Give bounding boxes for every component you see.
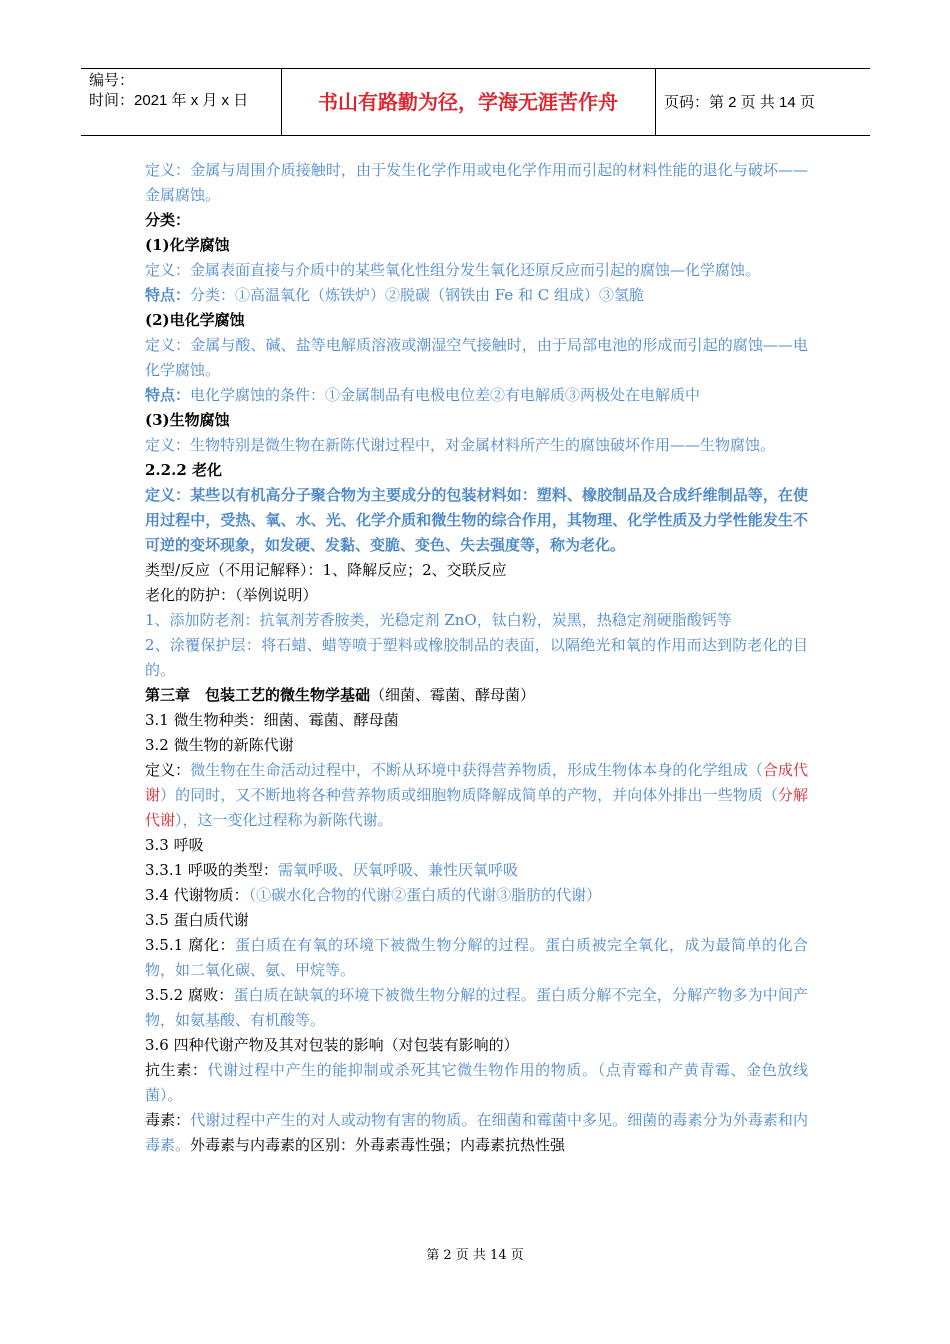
definition-text-1: 微生物在生命活动过程中，不断从环境中获得营养物质，形成生物体本身的化学组成（	[190, 761, 763, 779]
antibiotic-paragraph	[145, 1058, 808, 1108]
aging-heading: 2.2.2 老化	[145, 461, 222, 479]
chapter-subtitle: （细菌、霉菌、酵母菌）	[370, 686, 536, 704]
term-extra: 外毒素与内毒素的区别：外毒素毒性强；内毒素抗热性强	[190, 1136, 566, 1154]
time-label: 时间：2021 年 x 月 x 日	[89, 92, 249, 109]
aging-definition: 定义：某些以有机高分子聚合物为主要成分的包装材料如：塑料、橡胶制品及合成纤维制品等，在使用过程中，受热、氧、水、光、化学介质和微生物的综合作用，其物理、化学性质及力学性能发生不可逆的变坏现象，如发硬、发黏、变脆、变色、失去强度等，称为老化。	[145, 486, 808, 554]
anabolism-term: 合成代谢	[145, 761, 808, 804]
section-label: 3.3.1 呼吸的类型：	[145, 861, 278, 879]
section-3-3: 3.3 呼吸	[145, 836, 204, 854]
page-footer: 第 2 页 共 14 页	[426, 1248, 524, 1263]
header-top-rule	[81, 68, 870, 69]
header-motto: 书山有路勤为径，学海无涯苦作舟	[318, 90, 618, 114]
section-3-1: 3.1 微生物种类：细菌、霉菌、酵母菌	[145, 711, 399, 729]
header-divider-right	[655, 68, 656, 135]
document-body	[145, 158, 808, 1158]
term-label: 抗生素：	[145, 1061, 208, 1079]
aging-protection-item-2: 2、涂覆保护层：将石蜡、蜡等喷于塑料或橡胶制品的表面，以隔绝光和氧的作用而达到防老化的目的。	[145, 636, 808, 679]
section-label: 3.5.1 腐化：	[145, 936, 235, 954]
catabolism-term: 分解代谢	[145, 786, 808, 829]
chemical-corrosion-definition: 定义：金属表面直接与介质中的某些氧化性组分发生氧化还原反应而引起的腐蚀—化学腐蚀。	[145, 261, 761, 279]
definition-text-3: ），这一变化过程称为新陈代谢。	[175, 811, 393, 829]
aging-protection-item-1: 1、添加防老剂：抗氧剂芳香胺类，光稳定剂 ZnO，钛白粉，炭黑，热稳定剂硬脂酸钙等	[145, 611, 732, 629]
feature-label: 特点：	[145, 286, 191, 304]
section-3-6: 3.6 四种代谢产物及其对包装的影响（对包装有影响的）	[145, 1036, 519, 1054]
chapter-three-heading	[145, 683, 808, 708]
electrochemical-corrosion-definition: 定义：金属与酸、碱、盐等电解质溶液或潮湿空气接触时，由于局部电池的形成而引起的腐蚀——电化学腐蚀。	[145, 336, 808, 379]
classification-heading: 分类：	[145, 211, 191, 229]
section-3-5-1	[145, 933, 808, 983]
section-label: 3.5.2 腐败：	[145, 986, 234, 1004]
aging-reaction-types: 类型/反应（不用记解释）：1、降解反应；2、交联反应	[145, 561, 507, 579]
chemical-corrosion-heading: (1)化学腐蚀	[145, 236, 230, 254]
feature-text: 分类：①高温氧化（炼铁炉）②脱碳（钢铁由 Fe 和 C 组成）③氢脆	[190, 286, 645, 304]
section-3-3-1	[145, 858, 808, 883]
feature-label: 特点：	[145, 386, 191, 404]
page-info: 页码：第 2 页 共 14 页	[664, 94, 815, 111]
toxin-paragraph	[145, 1108, 808, 1158]
section-3-2: 3.2 微生物的新陈代谢	[145, 736, 294, 754]
term-label: 毒素：	[145, 1111, 191, 1129]
metabolism-definition	[145, 758, 808, 833]
section-text: 需氧呼吸、厌氧呼吸、兼性厌氧呼吸	[277, 861, 518, 879]
section-3-4	[145, 883, 808, 908]
bio-corrosion-definition: 定义：生物特别是微生物在新陈代谢过程中，对金属材料所产生的腐蚀破坏作用——生物腐蚀。	[145, 436, 776, 454]
chapter-title: 第三章 包装工艺的微生物学基础	[145, 686, 371, 704]
section-text: 蛋白质在缺氧的环境下被微生物分解的过程。蛋白质分解不完全，分解产物多为中间产物，如氨基酸、有机酸等。	[145, 986, 808, 1029]
electrochemical-corrosion-features	[145, 383, 808, 408]
electrochemical-corrosion-heading: (2)电化学腐蚀	[145, 311, 245, 329]
section-text: （①碳水化合物的代谢②蛋白质的代谢③脂肪的代谢）	[248, 886, 602, 904]
metal-corrosion-definition: 定义：金属与周围介质接触时，由于发生化学作用或电化学作用而引起的材料性能的退化与破坏——金属腐蚀。	[145, 161, 808, 204]
code-label: 编号：	[89, 72, 135, 89]
term-text: 代谢过程中产生的能抑制或杀死其它微生物作用的物质。（点青霉和产黄青霉、金色放线菌）。	[145, 1061, 808, 1104]
header-meta	[89, 71, 248, 111]
aging-protection-heading: 老化的防护：（举例说明）	[145, 586, 318, 604]
section-3-5-2	[145, 983, 808, 1033]
header-bottom-rule	[81, 135, 870, 136]
chemical-corrosion-features	[145, 283, 808, 308]
feature-text: 电化学腐蚀的条件：①金属制品有电极电位差②有电解质③两极处在电解质中	[190, 386, 701, 404]
section-3-5: 3.5 蛋白质代谢	[145, 911, 249, 929]
definition-label: 定义：	[145, 761, 191, 779]
definition-text-2: ）的同时，又不断地将各种营养物质或细胞物质降解成简单的产物，并向体外排出一些物质（	[160, 786, 778, 804]
section-text: 蛋白质在有氧的环境下被微生物分解的过程。蛋白质被完全氧化，成为最简单的化合物，如二氧化碳、氨、甲烷等。	[145, 936, 808, 979]
bio-corrosion-heading: (3)生物腐蚀	[145, 411, 230, 429]
term-text: 代谢过程中产生的对人或动物有害的物质。在细菌和霉菌中多见。细菌的毒素分为外毒素和内毒素。	[145, 1111, 808, 1154]
section-label: 3.4 代谢物质：	[145, 886, 249, 904]
